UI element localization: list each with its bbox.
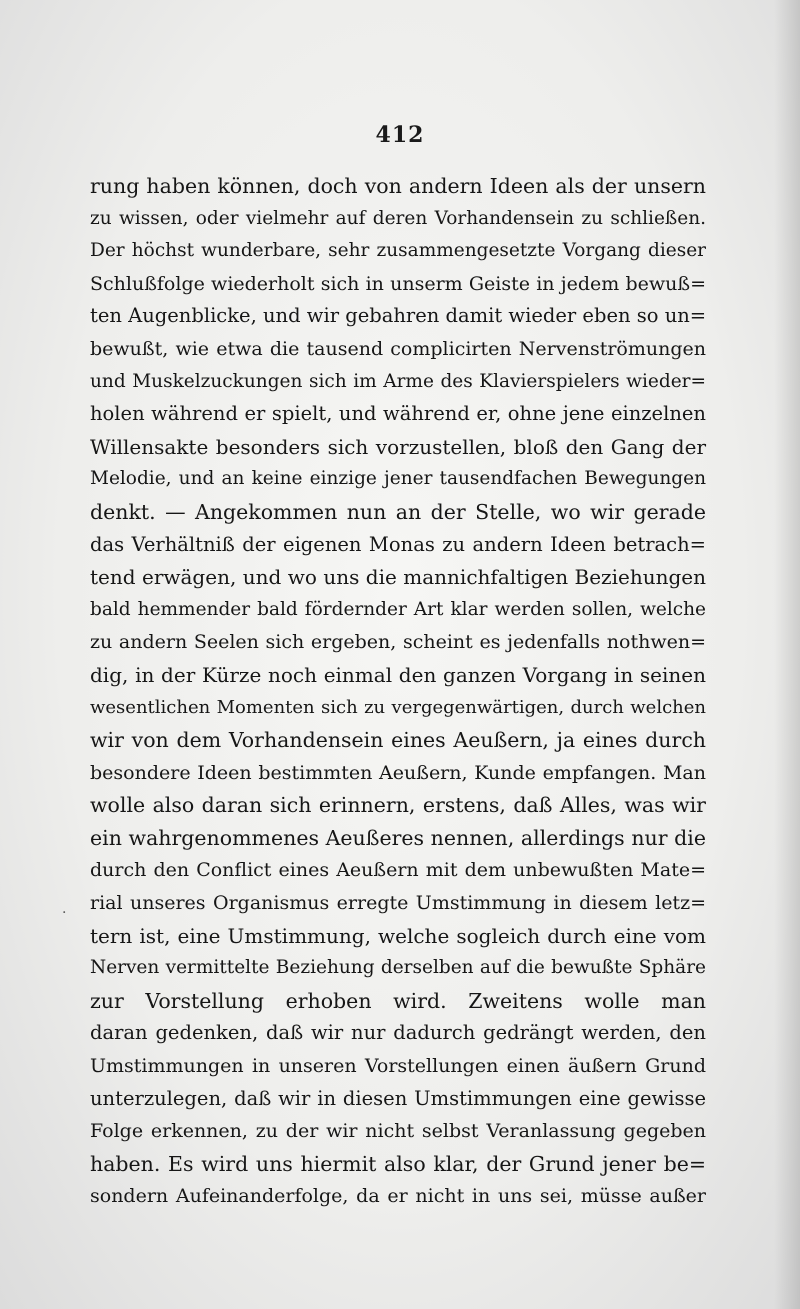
text-line: unterzulegen, daß wir in diesen Umstimmungen eine gewisse — [90, 1086, 706, 1110]
text-line: dig, in der Kürze noch einmal den ganzen Vorgang in seinen — [90, 662, 706, 687]
text-line: bald hemmender bald fördernder Art klar werden sollen, welche — [90, 598, 706, 620]
text-line: haben. Es wird uns hiermit also klar, der Grund jener be= — [90, 1151, 706, 1176]
text-line: rung haben können, doch von andern Ideen als der unsern — [90, 174, 706, 198]
text-line: durch den Conflict eines Aeußern mit dem unbewußten Mate= — [90, 859, 706, 882]
text-line: zu andern Seelen sich ergeben, scheint es jedenfalls nothwen= — [90, 631, 706, 654]
text-line: wir von dem Vorhandensein eines Aeußern, ja eines durch — [90, 728, 706, 753]
body-text — [90, 170, 706, 1213]
text-line: sondern Aufeinanderfolge, da er nicht in uns sei, müsse außer — [90, 1185, 706, 1208]
text-line: daran gedenken, daß wir nur dadurch gedrängt werden, den — [90, 1021, 706, 1045]
text-line: Folge erkennen, zu der wir nicht selbst Veranlassung gegeben — [90, 1120, 706, 1143]
text-line: bewußt, wie etwa die tausend complicirten Nervenströmungen — [90, 337, 706, 360]
text-line: ein wahrgenommenes Aeußeres nennen, allerdings nur die — [90, 825, 706, 850]
text-line: zur Vorstellung erhoben wird. Zweitens wolle man — [90, 988, 706, 1013]
text-line: holen während er spielt, und während er, ohne jene einzelnen — [90, 402, 706, 426]
text-line: tern ist, eine Umstimmung, welche sogleich durch eine vom — [90, 923, 706, 948]
text-line: ten Augenblicke, und wir gebahren damit wieder eben so un= — [90, 304, 707, 328]
text-line: Melodie, und an keine einzige jener tausendfachen Bewegungen — [90, 468, 706, 490]
text-line: zu wissen, oder vielmehr auf deren Vorhandensein zu schließen. — [90, 207, 706, 229]
text-line: rial unseres Organismus erregte Umstimmung in diesem letz= — [90, 892, 706, 915]
page-number: 412 — [375, 122, 425, 148]
margin-dot: · — [62, 905, 67, 921]
text-line: besondere Ideen bestimmten Aeußern, Kunde empfangen. Man — [90, 761, 706, 784]
text-line: wolle also daran sich erinnern, erstens, daß Alles, was wir — [90, 793, 706, 818]
page-edge-shadow — [774, 0, 800, 1309]
text-line: wesentlichen Momenten sich zu vergegenwärtigen, durch welchen — [90, 696, 706, 718]
text-line: Willensakte besonders sich vorzustellen, bloß den Gang der — [90, 434, 706, 459]
text-line: denkt. — Angekommen nun an der Stelle, wo wir gerade — [90, 499, 706, 524]
text-line: tend erwägen, und wo uns die mannichfaltigen Beziehungen — [90, 565, 706, 590]
text-line: Nerven vermittelte Beziehung derselben auf die bewußte Sphäre — [90, 957, 706, 979]
text-line: und Muskelzuckungen sich im Arme des Klavierspielers wieder= — [90, 370, 706, 392]
text-line: das Verhältniß der eigenen Monas zu andern Ideen betrach= — [90, 532, 706, 556]
text-line: Umstimmungen in unseren Vorstellungen einen äußern Grund — [90, 1055, 706, 1078]
text-line: Schlußfolge wiederholt sich in unserm Geiste in jedem bewuß= — [90, 272, 706, 295]
text-line: Der höchst wunderbare, sehr zusammengesetzte Vorgang dieser — [90, 240, 706, 262]
